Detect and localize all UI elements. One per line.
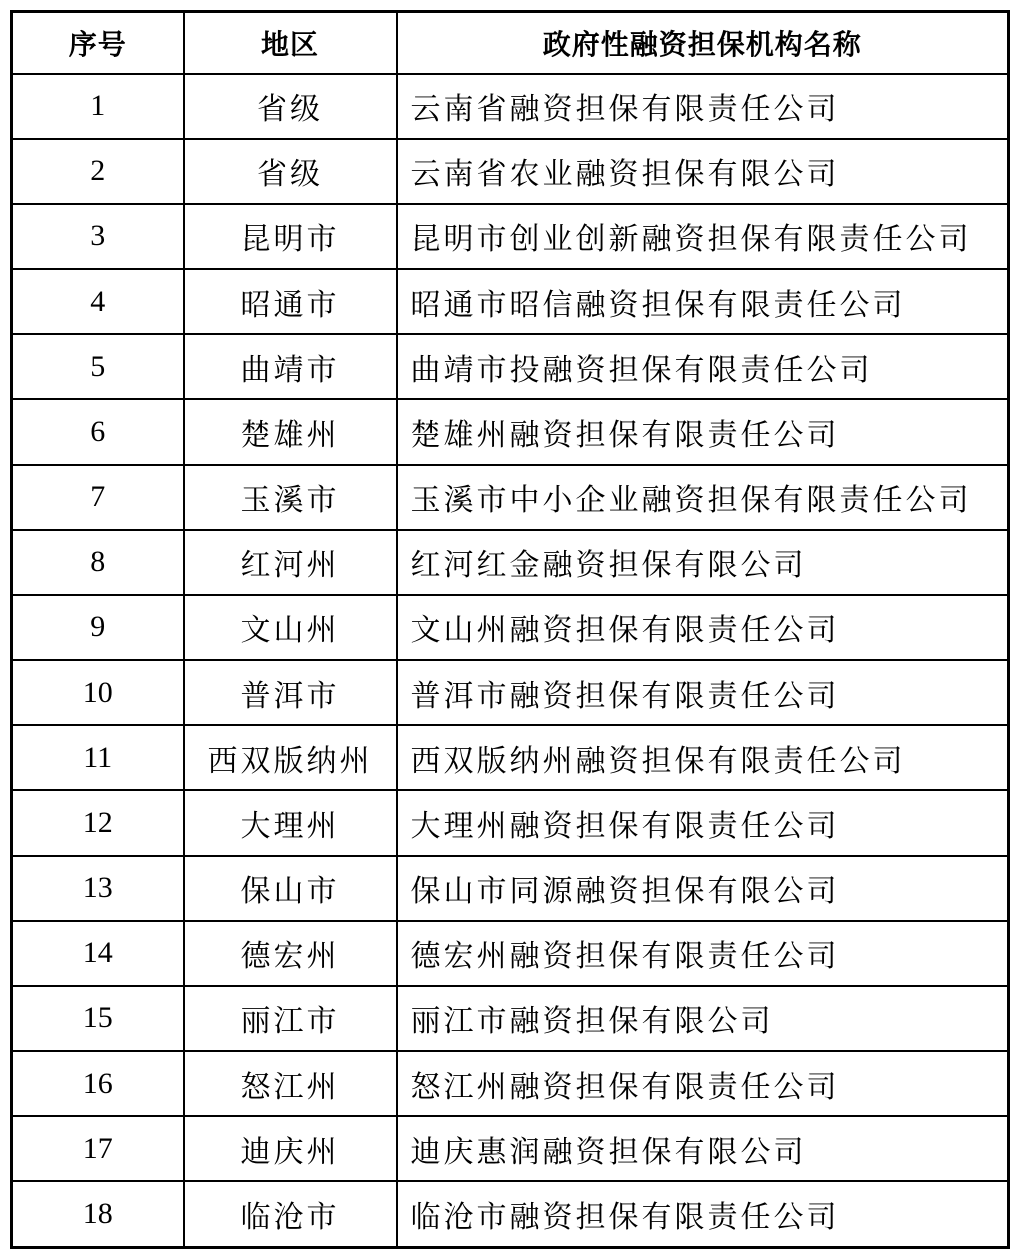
region-cell: 昭通市 bbox=[184, 269, 397, 334]
serial-number-cell: 11 bbox=[12, 725, 184, 790]
region-cell: 省级 bbox=[184, 74, 397, 139]
serial-number-cell: 13 bbox=[12, 856, 184, 921]
region-cell: 省级 bbox=[184, 139, 397, 204]
guarantee-institutions-table bbox=[10, 10, 1010, 1249]
table-row bbox=[12, 399, 1009, 464]
table-row bbox=[12, 856, 1009, 921]
table-row bbox=[12, 921, 1009, 986]
table-row bbox=[12, 530, 1009, 595]
institution-name-cell: 曲靖市投融资担保有限责任公司 bbox=[397, 334, 1009, 399]
table-row bbox=[12, 139, 1009, 204]
region-cell: 昆明市 bbox=[184, 204, 397, 269]
table-row bbox=[12, 790, 1009, 855]
institution-name-cell: 保山市同源融资担保有限公司 bbox=[397, 856, 1009, 921]
region-cell: 曲靖市 bbox=[184, 334, 397, 399]
serial-number-cell: 6 bbox=[12, 399, 184, 464]
serial-number-cell: 7 bbox=[12, 465, 184, 530]
institution-name-cell: 大理州融资担保有限责任公司 bbox=[397, 790, 1009, 855]
institution-name-cell: 云南省融资担保有限责任公司 bbox=[397, 74, 1009, 139]
serial-number-cell: 5 bbox=[12, 334, 184, 399]
institution-name-cell: 临沧市融资担保有限责任公司 bbox=[397, 1181, 1009, 1247]
table-row bbox=[12, 465, 1009, 530]
table-row bbox=[12, 269, 1009, 334]
serial-number-cell: 4 bbox=[12, 269, 184, 334]
table-row bbox=[12, 1051, 1009, 1116]
region-cell: 普洱市 bbox=[184, 660, 397, 725]
header-serial-number: 序号 bbox=[12, 12, 184, 74]
region-cell: 楚雄州 bbox=[184, 399, 397, 464]
table-header bbox=[12, 12, 1009, 74]
institution-name-cell: 昆明市创业创新融资担保有限责任公司 bbox=[397, 204, 1009, 269]
serial-number-cell: 2 bbox=[12, 139, 184, 204]
region-cell: 临沧市 bbox=[184, 1181, 397, 1247]
table-row bbox=[12, 1181, 1009, 1247]
institution-name-cell: 楚雄州融资担保有限责任公司 bbox=[397, 399, 1009, 464]
serial-number-cell: 12 bbox=[12, 790, 184, 855]
serial-number-cell: 17 bbox=[12, 1116, 184, 1181]
institution-name-cell: 怒江州融资担保有限责任公司 bbox=[397, 1051, 1009, 1116]
region-cell: 西双版纳州 bbox=[184, 725, 397, 790]
region-cell: 保山市 bbox=[184, 856, 397, 921]
region-cell: 红河州 bbox=[184, 530, 397, 595]
table-row bbox=[12, 204, 1009, 269]
institution-name-cell: 文山州融资担保有限责任公司 bbox=[397, 595, 1009, 660]
region-cell: 德宏州 bbox=[184, 921, 397, 986]
institution-name-cell: 迪庆惠润融资担保有限公司 bbox=[397, 1116, 1009, 1181]
institution-name-cell: 丽江市融资担保有限公司 bbox=[397, 986, 1009, 1051]
region-cell: 文山州 bbox=[184, 595, 397, 660]
serial-number-cell: 14 bbox=[12, 921, 184, 986]
serial-number-cell: 8 bbox=[12, 530, 184, 595]
header-row bbox=[12, 12, 1009, 74]
table-row bbox=[12, 725, 1009, 790]
serial-number-cell: 1 bbox=[12, 74, 184, 139]
serial-number-cell: 10 bbox=[12, 660, 184, 725]
table-row bbox=[12, 660, 1009, 725]
region-cell: 玉溪市 bbox=[184, 465, 397, 530]
serial-number-cell: 16 bbox=[12, 1051, 184, 1116]
header-region: 地区 bbox=[184, 12, 397, 74]
institution-name-cell: 德宏州融资担保有限责任公司 bbox=[397, 921, 1009, 986]
table-row bbox=[12, 1116, 1009, 1181]
region-cell: 怒江州 bbox=[184, 1051, 397, 1116]
institution-name-cell: 玉溪市中小企业融资担保有限责任公司 bbox=[397, 465, 1009, 530]
serial-number-cell: 3 bbox=[12, 204, 184, 269]
serial-number-cell: 15 bbox=[12, 986, 184, 1051]
institution-name-cell: 普洱市融资担保有限责任公司 bbox=[397, 660, 1009, 725]
serial-number-cell: 9 bbox=[12, 595, 184, 660]
region-cell: 大理州 bbox=[184, 790, 397, 855]
institution-name-cell: 西双版纳州融资担保有限责任公司 bbox=[397, 725, 1009, 790]
institution-name-cell: 云南省农业融资担保有限公司 bbox=[397, 139, 1009, 204]
table-row bbox=[12, 334, 1009, 399]
table-row bbox=[12, 595, 1009, 660]
region-cell: 丽江市 bbox=[184, 986, 397, 1051]
table-row bbox=[12, 74, 1009, 139]
header-institution-name: 政府性融资担保机构名称 bbox=[397, 12, 1009, 74]
institution-name-cell: 昭通市昭信融资担保有限责任公司 bbox=[397, 269, 1009, 334]
table-row bbox=[12, 986, 1009, 1051]
region-cell: 迪庆州 bbox=[184, 1116, 397, 1181]
institution-name-cell: 红河红金融资担保有限公司 bbox=[397, 530, 1009, 595]
table-body bbox=[12, 74, 1009, 1248]
serial-number-cell: 18 bbox=[12, 1181, 184, 1247]
